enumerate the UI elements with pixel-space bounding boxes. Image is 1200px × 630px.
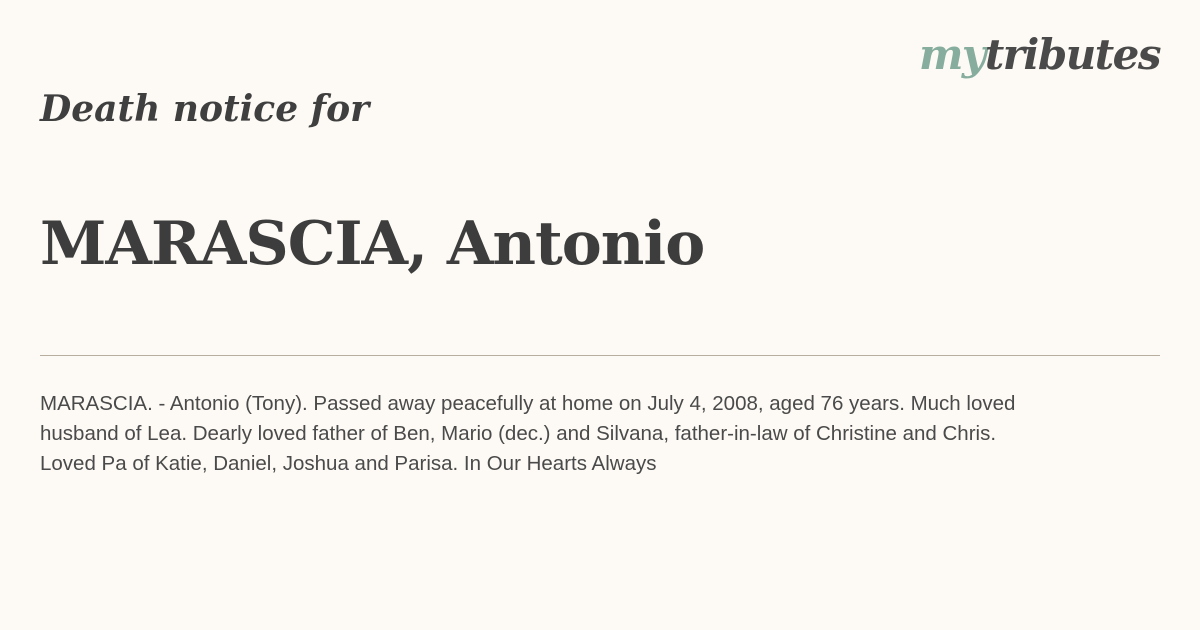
deceased-name: MARASCIA, Antonio xyxy=(40,209,705,279)
logo-prefix: my xyxy=(918,30,985,79)
logo-suffix: tributes xyxy=(984,30,1160,79)
mytributes-logo[interactable] xyxy=(918,30,1160,79)
notice-body: MARASCIA. - Antonio (Tony). Passed away peacefully at home on July 4, 2008, aged 76 years. Much loved husband of Lea. Dearly loved father of Ben, Mario (dec.) and Silvana, father-in-law of Christine and Chris. Loved Pa of Katie, Daniel, Joshua and Parisa. In Our Hearts Always xyxy=(40,392,1016,475)
notice-kicker: Death notice for xyxy=(40,88,370,130)
divider xyxy=(40,355,1160,356)
